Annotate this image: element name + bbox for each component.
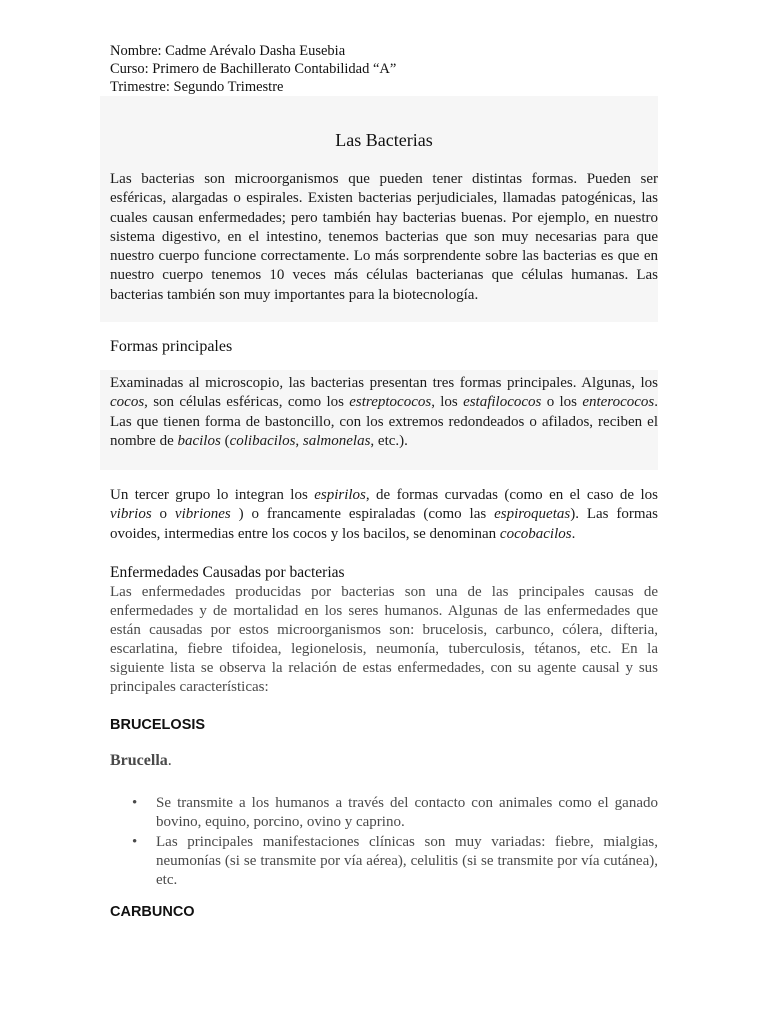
bullet-text: Las principales manifestaciones clínicas son muy variadas: fiebre, mialgias, neumonías (si se transmite por vía aérea), celulitis (si se transmite por vía cutánea), etc. xyxy=(156,834,658,888)
agent-name: Brucella xyxy=(110,752,168,769)
text-span: , son células esféricas, como los xyxy=(144,394,350,411)
term-espiroquetas: espiroquetas xyxy=(494,506,571,523)
text-span: o los xyxy=(541,394,583,411)
text-span: o xyxy=(151,506,175,523)
bullet-text: Se transmite a los humanos a través del contacto con animales como el ganado bovino, equino, porcino, ovino y caprino. xyxy=(156,795,658,830)
brucelosis-heading: BRUCELOSIS xyxy=(110,717,206,733)
text-span: . xyxy=(571,525,576,542)
term-estreptococos: estreptococos xyxy=(349,394,432,411)
term-bacilos: bacilos xyxy=(177,432,221,449)
text-span: ). Las formas ovoides, intermedias entre los cocos y los bacilos, se denominan xyxy=(110,506,659,542)
bullet-icon: • xyxy=(132,795,138,811)
enfermedades-heading: Enfermedades Causadas por bacterias xyxy=(110,564,345,581)
text-span: ) o francamente espiraladas (como las xyxy=(230,506,495,523)
text-span: . Las que tienen forma de bastoncillo, con los extremos redondeados o afilados, reciben el nombre de xyxy=(110,394,658,449)
list-item xyxy=(110,794,658,832)
term-cocobacilos: cocobacilos xyxy=(499,525,572,542)
term-cocos: cocos xyxy=(110,394,145,411)
term-colibacilos: colibacilos xyxy=(229,432,296,449)
agent-suffix: . xyxy=(167,752,172,769)
formas-paragraph-1 xyxy=(110,374,658,451)
course-line: Curso: Primero de Bachillerato Contabilidad “A” xyxy=(110,61,397,77)
text-span: Examinadas al microscopio, las bacterias presentan tres formas principales. Algunas, los xyxy=(110,375,658,391)
text-span: , etc.). xyxy=(370,432,408,449)
text-span: Un tercer grupo lo integran los xyxy=(110,487,315,503)
term-estafilococos: estafilococos xyxy=(463,394,542,411)
student-name: Nombre: Cadme Arévalo Dasha Eusebia xyxy=(110,43,346,59)
list-item xyxy=(110,833,658,890)
term-salmonelas: salmonelas xyxy=(302,432,371,449)
term-vibrios: vibrios xyxy=(110,506,152,523)
enfermedades-paragraph: Las enfermedades producidas por bacterias son una de las principales causas de enfermedades y de mortalidad en los seres humanos. Algunas de las enfermedades que están causadas por estos microorganismos son: brucelosis, carbunco, cólera, difteria, escarlatina, fiebre tifoidea, legionelosis, neumonía, tuberculosis, tétanos, etc. En la siguiente lista se observa la relación de estas enfermedades, con su agente causal y sus principales características: xyxy=(110,584,658,695)
page-title: Las Bacterias xyxy=(335,130,433,150)
brucelosis-agent xyxy=(110,752,172,770)
formas-paragraph-2 xyxy=(110,486,658,544)
text-span: , los xyxy=(431,394,464,411)
term-vibriones: vibriones xyxy=(174,506,231,523)
student-header xyxy=(110,42,396,96)
term-line: Trimestre: Segundo Trimestre xyxy=(110,79,284,95)
text-span: , xyxy=(295,432,303,449)
text-span: , de formas curvadas (como en el caso de los xyxy=(365,487,658,503)
text-span: ( xyxy=(220,432,230,449)
formas-heading: Formas principales xyxy=(110,338,233,355)
bullet-icon: • xyxy=(132,834,138,850)
term-espirilos: espirilos xyxy=(314,487,366,503)
carbunco-heading: CARBUNCO xyxy=(110,904,195,920)
brucelosis-bullet-list xyxy=(110,794,658,891)
intro-paragraph: Las bacterias son microorganismos que pueden tener distintas formas. Pueden ser esféricas, alargadas o espirales. Existen bacterias perjudiciales, llamadas patogénicas, las cuales causan enfermedades; pero también hay bacterias buenas. Por ejemplo, en nuestro sistema digestivo, en el intestino, tenemos bacterias que son muy necesarias para que nuestro cuerpo funcione correctamente. Lo más sorprendente sobre las bacterias es que en nuestro cuerpo tenemos 10 veces más células bacterianas que células humanas. Las bacterias también son muy importantes para la biotecnología. xyxy=(110,171,658,303)
term-enterococos: enterococos xyxy=(582,394,655,411)
